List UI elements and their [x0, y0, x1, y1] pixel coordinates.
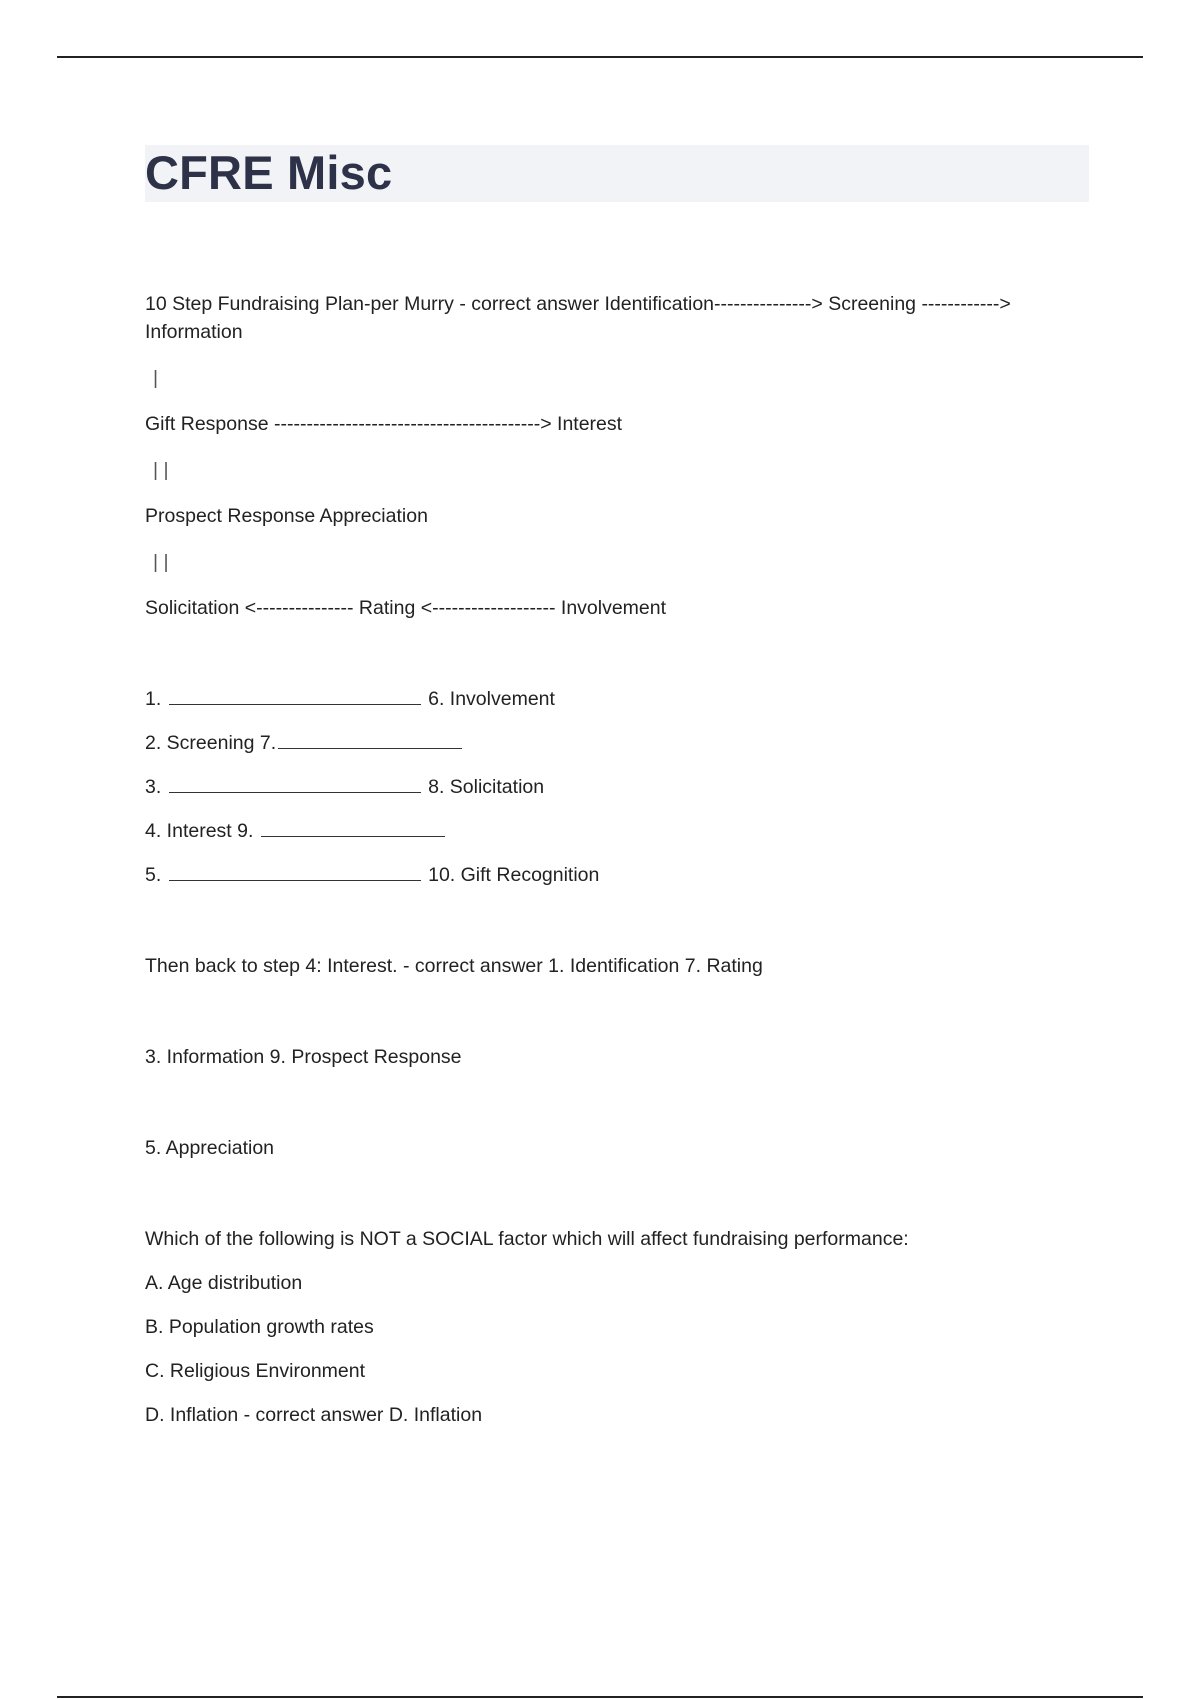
step-3-suffix: 8. Solicitation	[428, 776, 545, 798]
option-d: D. Inflation - correct answer D. Inflation	[145, 1404, 483, 1426]
flow-solicitation: Solicitation <--------------- Rating <------------------- Involvement	[145, 597, 667, 619]
header-rule	[57, 56, 1143, 58]
blank-line	[169, 862, 421, 881]
option-c: C. Religious Environment	[145, 1360, 366, 1382]
step-row-5	[145, 861, 1075, 889]
step-row-1	[145, 685, 1075, 713]
step-5-suffix: 10. Gift Recognition	[428, 864, 600, 886]
step-row-2	[145, 729, 1075, 757]
option-b: B. Population growth rates	[145, 1316, 374, 1338]
flow-bar-1: |	[153, 367, 159, 389]
q1-intro: 10 Step Fundraising Plan-per Murry - correct answer Identification---------------> Screening ------------> Information	[145, 293, 1017, 343]
document-body	[145, 290, 1075, 1429]
step-1-suffix: 6. Involvement	[428, 688, 555, 710]
answer-information: 3. Information 9. Prospect Response	[145, 1046, 462, 1068]
blank-line	[169, 774, 421, 793]
step-row-4	[145, 817, 1075, 845]
step-1-prefix: 1.	[145, 688, 162, 710]
step-3-prefix: 3.	[145, 776, 162, 798]
flow-bar-3: | |	[153, 551, 169, 573]
answer-appreciation: 5. Appreciation	[145, 1137, 275, 1159]
step-2-prefix: 2. Screening 7.	[145, 732, 277, 754]
step-4-prefix: 4. Interest 9.	[145, 820, 254, 842]
blank-line	[261, 818, 445, 837]
step-row-3	[145, 773, 1075, 801]
page-title: CFRE Misc	[145, 146, 393, 199]
answer-then-back: Then back to step 4: Interest. - correct answer 1. Identification 7. Rating	[145, 955, 763, 977]
step-5-prefix: 5.	[145, 864, 162, 886]
flow-bar-2: | |	[153, 459, 169, 481]
question-2-prompt: Which of the following is NOT a SOCIAL factor which will affect fundraising performance:	[145, 1228, 909, 1250]
blank-line	[278, 730, 462, 749]
option-a: A. Age distribution	[145, 1272, 303, 1294]
blank-line	[169, 686, 421, 705]
footer-rule	[57, 1696, 1143, 1698]
flow-prospect-response: Prospect Response Appreciation	[145, 505, 428, 527]
flow-gift-response: Gift Response -----------------------------------------> Interest	[145, 413, 623, 435]
